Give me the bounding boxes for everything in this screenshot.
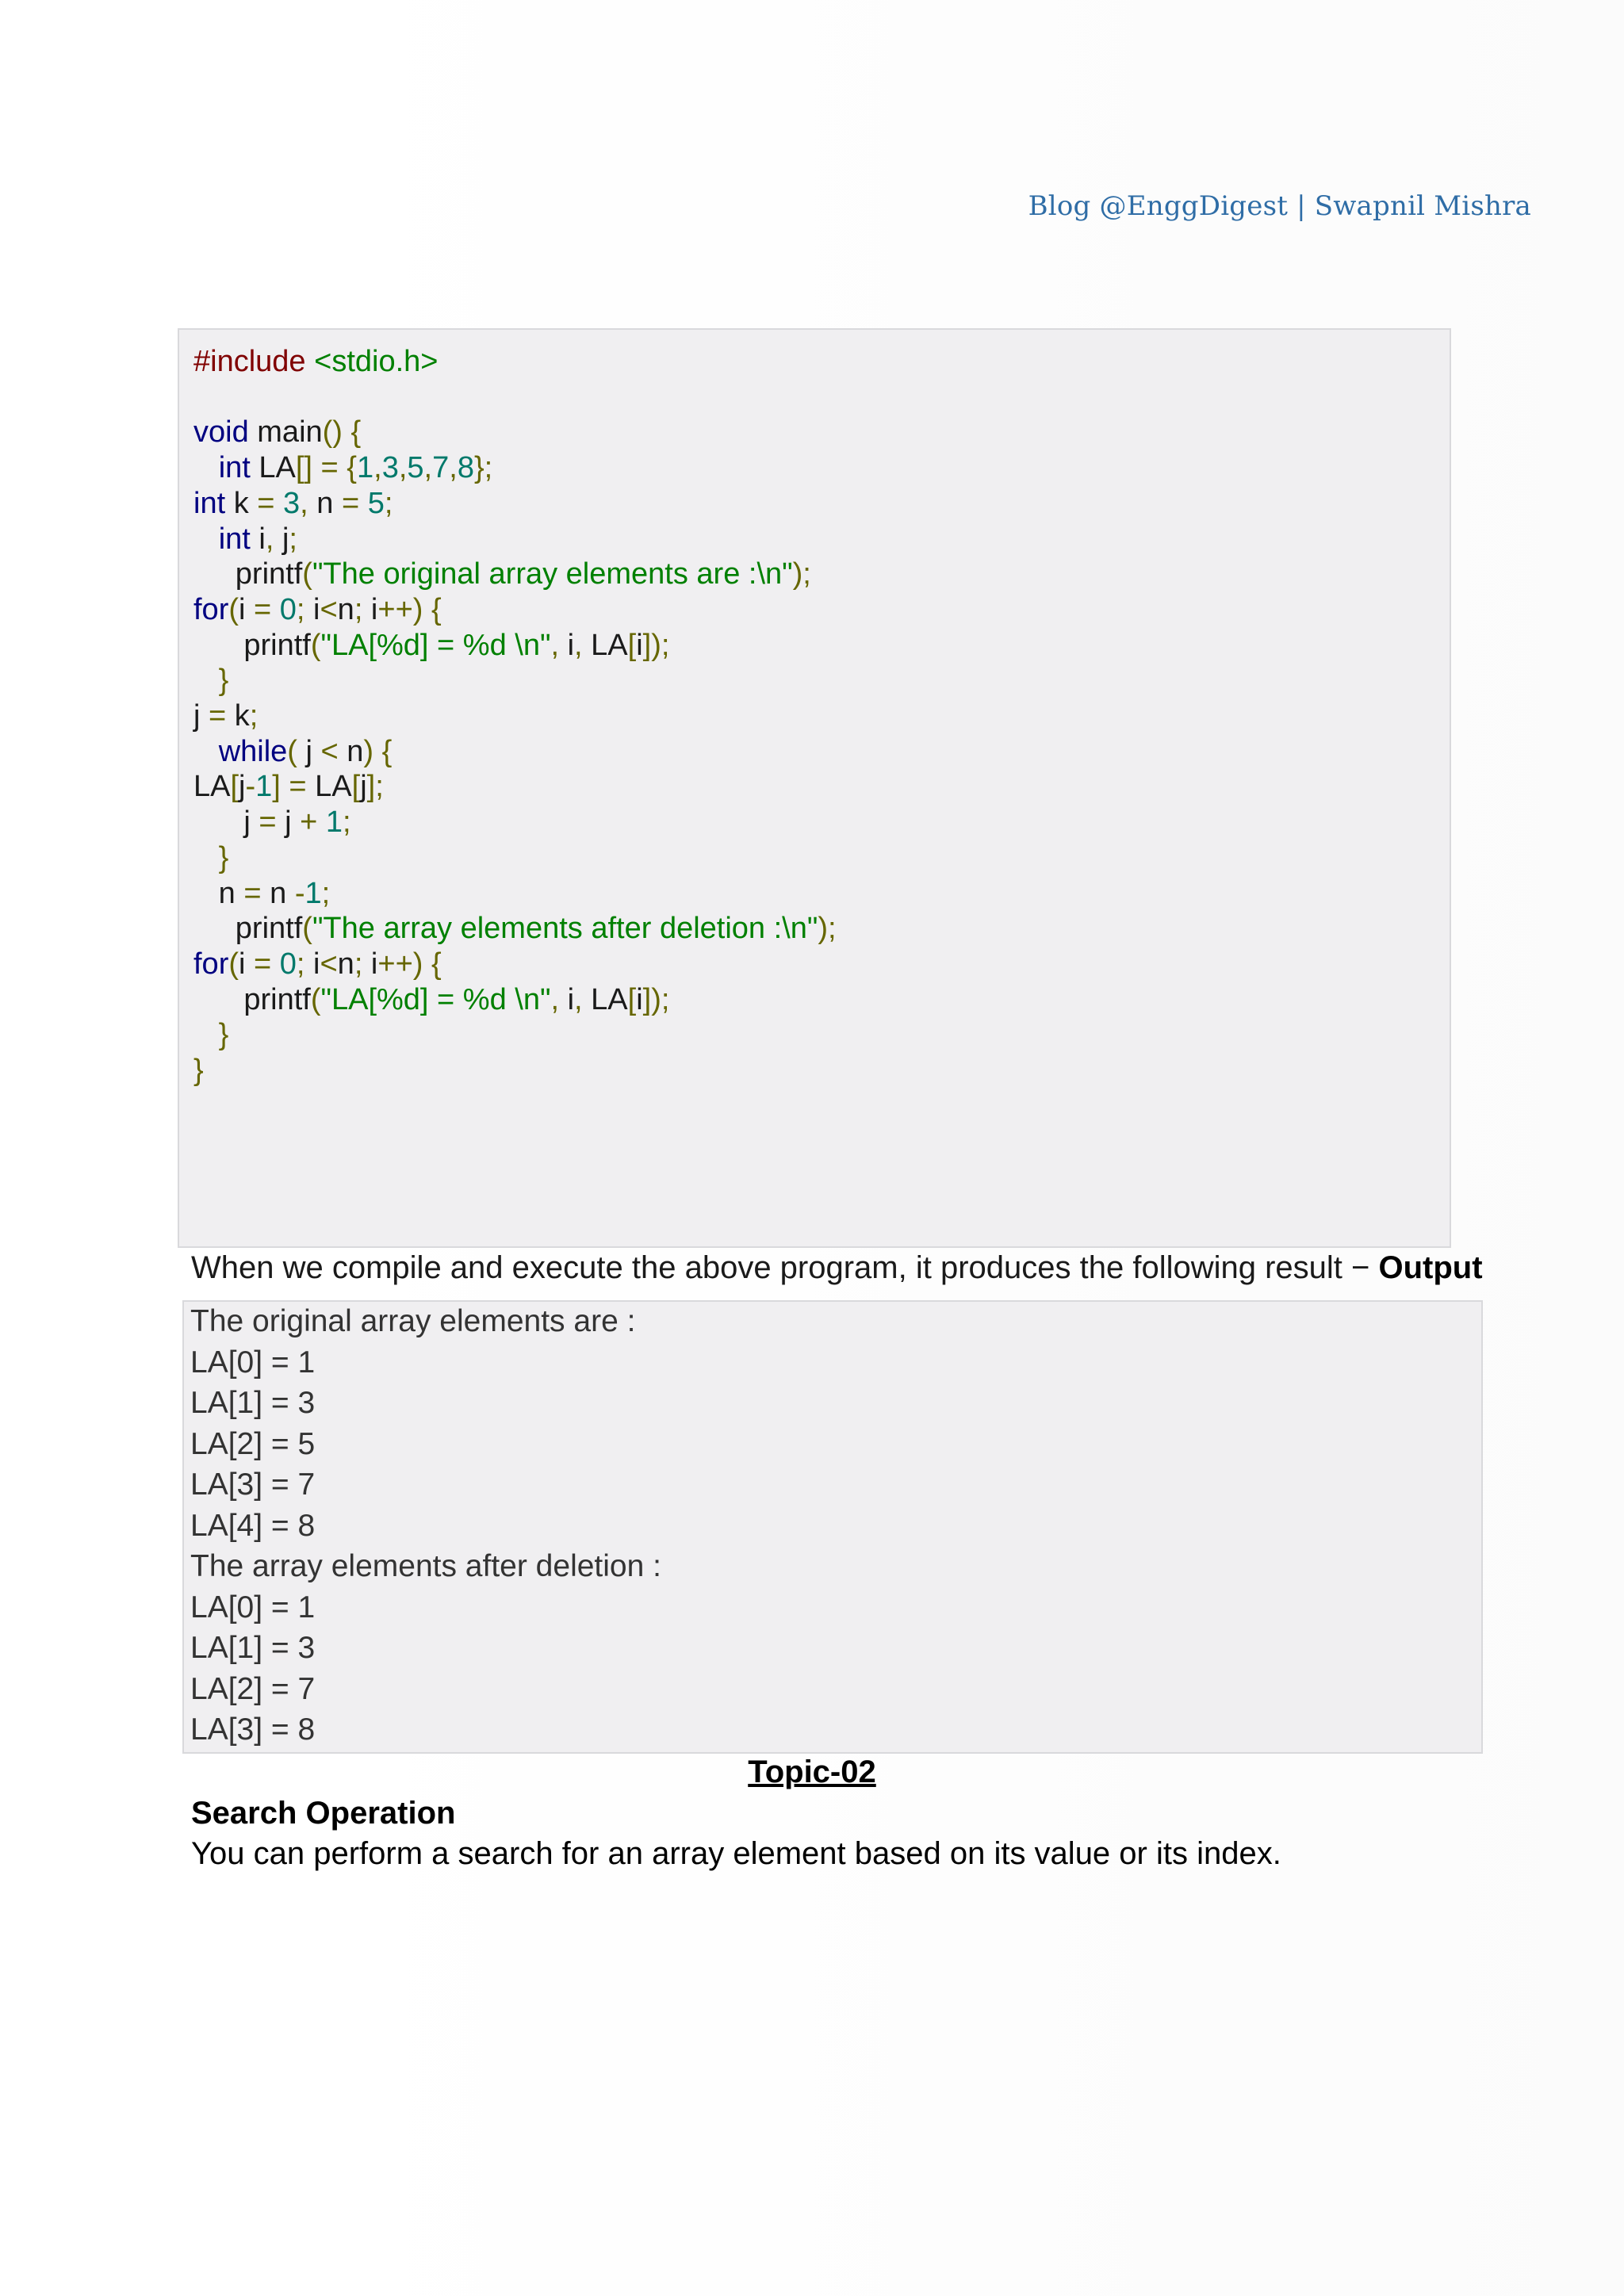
code-token: j [297, 734, 321, 768]
code-token: 8 [457, 451, 474, 485]
code-token: ; [384, 486, 393, 520]
code-line [193, 415, 361, 450]
code-token: = [209, 699, 235, 733]
code-token: 5 [407, 451, 424, 485]
code-token: ++) { [377, 947, 442, 981]
code-token: 1 [357, 451, 374, 485]
code-token: ( [302, 557, 312, 591]
code-line [193, 840, 228, 875]
header-credit: Blog @EnggDigest | Swapnil Mishra [1028, 190, 1531, 222]
output-line: The array elements after deletion : [190, 1549, 661, 1583]
code-token: j [274, 522, 289, 556]
code-token: , [574, 982, 583, 1016]
code-line [193, 805, 351, 840]
code-token: i [636, 628, 643, 662]
code-token: void [193, 415, 249, 450]
code-token: ( [310, 982, 321, 1016]
code-line [193, 982, 669, 1017]
code-token: int [218, 522, 251, 556]
code-token [193, 735, 219, 768]
code-token: } [193, 840, 229, 874]
code-token: int [193, 486, 226, 520]
code-token: ; [296, 592, 305, 626]
code-token: for [193, 947, 229, 981]
code-token: , [398, 451, 408, 485]
code-token: 7 [432, 451, 450, 485]
code-token: printf [193, 557, 303, 591]
code-line [193, 557, 811, 591]
code-token: n [270, 876, 295, 910]
code-token: n [337, 592, 354, 626]
code-token: ; [289, 522, 297, 556]
code-token: printf [193, 912, 303, 946]
code-token: , [550, 982, 560, 1016]
output-line: LA[4] = 8 [190, 1508, 316, 1543]
code-line [193, 1053, 204, 1088]
code-token: ( [302, 912, 312, 946]
code-line [193, 1017, 228, 1052]
code-token: i [559, 982, 575, 1016]
code-token: LA [315, 770, 352, 804]
code-token: "The array elements after deletion :\n" [312, 912, 818, 946]
code-token: }; [473, 451, 493, 485]
code-token: ]); [642, 982, 670, 1016]
code-token: 0 [279, 947, 297, 981]
code-token: ++) { [377, 592, 442, 626]
code-token: , [373, 451, 382, 485]
code-token: <stdio.h> [314, 345, 439, 378]
code-line [193, 911, 837, 946]
code-token: ( [310, 628, 321, 662]
code-token: [ [627, 982, 637, 1016]
code-token: LA [582, 982, 628, 1016]
code-line [193, 663, 228, 698]
code-line [193, 450, 492, 485]
code-token: n [308, 486, 342, 520]
code-line [193, 486, 393, 521]
code-token: } [193, 1018, 229, 1052]
code-token: 1 [255, 770, 273, 804]
code-token: "LA[%d] = %d \n" [320, 628, 551, 662]
output-line: LA[0] = 1 [190, 1345, 316, 1380]
code-token: for [193, 592, 229, 626]
code-token: , [574, 628, 583, 662]
code-token: , [265, 522, 274, 556]
code-line [193, 592, 442, 627]
code-token: < [320, 947, 338, 981]
section-heading: Search Operation [191, 1796, 456, 1831]
code-token: n [347, 734, 364, 768]
code-token: i [362, 592, 378, 626]
code-token: } [193, 1054, 204, 1087]
code-token: ( [228, 592, 239, 626]
output-line: LA[3] = 8 [190, 1712, 316, 1747]
code-token: - [245, 770, 256, 804]
code-token: LA [250, 451, 296, 485]
code-token: j [285, 806, 301, 840]
code-token: ) { [363, 734, 393, 768]
code-token: n [337, 947, 354, 981]
code-token: , [449, 451, 458, 485]
code-token: ; [343, 806, 351, 840]
output-line: The original array elements are : [190, 1304, 636, 1338]
code-line [193, 769, 384, 804]
code-token: ]); [642, 628, 670, 662]
code-token: i [239, 947, 255, 981]
code-line [193, 698, 258, 733]
code-line [193, 628, 669, 663]
code-token: ; [354, 592, 363, 626]
output-line: LA[2] = 5 [190, 1426, 316, 1461]
code-token: - [294, 876, 305, 910]
code-token: < [320, 592, 338, 626]
code-token: , [550, 628, 560, 662]
code-token: = [254, 592, 280, 626]
code-token: i [362, 947, 378, 981]
code-token: #include [193, 345, 315, 378]
code-token: i [239, 592, 255, 626]
result-intro [191, 1248, 1483, 1288]
code-token: printf [193, 628, 311, 662]
code-token: i [304, 592, 320, 626]
topic-title: Topic-02 [748, 1755, 876, 1789]
code-line [193, 947, 442, 982]
code-token: i [559, 628, 575, 662]
code-token: 3 [381, 451, 399, 485]
code-token: ] = [272, 770, 316, 804]
code-token: , [300, 486, 308, 520]
code-token: ]; [366, 770, 384, 804]
output-line: LA[2] = 7 [190, 1671, 316, 1706]
code-token: printf [193, 982, 311, 1016]
section-body: You can perform a search for an array element based on its value or its index. [191, 1836, 1281, 1871]
code-token: 5 [367, 486, 385, 520]
code-token: n [193, 876, 244, 910]
code-token [193, 451, 219, 484]
code-token: i [636, 982, 643, 1016]
code-token: i [304, 947, 320, 981]
code-token: = [243, 876, 270, 910]
output-line: LA[3] = 7 [190, 1468, 316, 1502]
result-intro-text: When we compile and execute the above program, it produces the following result − [191, 1250, 1379, 1285]
output-line: LA[0] = 1 [190, 1590, 316, 1624]
code-token: j [239, 770, 246, 804]
code-token: [ [230, 770, 239, 804]
code-token: 1 [304, 876, 322, 910]
code-token: j [193, 699, 209, 733]
code-token: int [218, 451, 251, 485]
code-token: = [259, 806, 285, 840]
code-token: () { [322, 415, 362, 450]
code-token: = [254, 947, 280, 981]
code-token: [ [627, 628, 637, 662]
code-token: "LA[%d] = %d \n" [320, 982, 551, 1016]
code-token [193, 522, 219, 556]
code-token: k [225, 486, 258, 520]
code-token: < [320, 734, 347, 768]
code-token: ( [287, 734, 297, 768]
code-token: ); [818, 912, 837, 946]
code-token: ); [792, 557, 811, 591]
code-token: = [341, 486, 368, 520]
code-token: i [250, 522, 266, 556]
code-token: j [360, 770, 367, 804]
code-token: 0 [279, 592, 297, 626]
code-token: ; [249, 699, 259, 733]
code-token: ( [228, 947, 239, 981]
code-token: } [193, 664, 229, 698]
code-line [193, 876, 330, 911]
code-token: LA [582, 628, 628, 662]
code-token: 3 [283, 486, 301, 520]
code-block [178, 328, 1451, 1248]
code-token: k [234, 699, 250, 733]
code-token: [] = { [295, 451, 357, 485]
code-token: [ [351, 770, 361, 804]
result-intro-bold: Output [1378, 1250, 1483, 1285]
code-token: j [193, 806, 259, 840]
output-line: LA[1] = 3 [190, 1386, 316, 1420]
code-line [193, 344, 438, 379]
code-token: + [300, 806, 326, 840]
code-token: ; [321, 876, 331, 910]
code-token: LA [193, 770, 231, 804]
code-token: , [423, 451, 433, 485]
code-token: "The original array elements are :\n" [312, 557, 793, 591]
code-token: = [257, 486, 284, 520]
output-block [182, 1300, 1483, 1754]
code-token: main [248, 415, 323, 450]
code-token: ; [296, 947, 305, 981]
output-line: LA[1] = 3 [190, 1631, 316, 1665]
code-token: ; [354, 947, 363, 981]
code-token: while [218, 734, 288, 768]
code-line [193, 734, 392, 769]
code-line [193, 522, 297, 557]
code-token: 1 [325, 806, 343, 840]
